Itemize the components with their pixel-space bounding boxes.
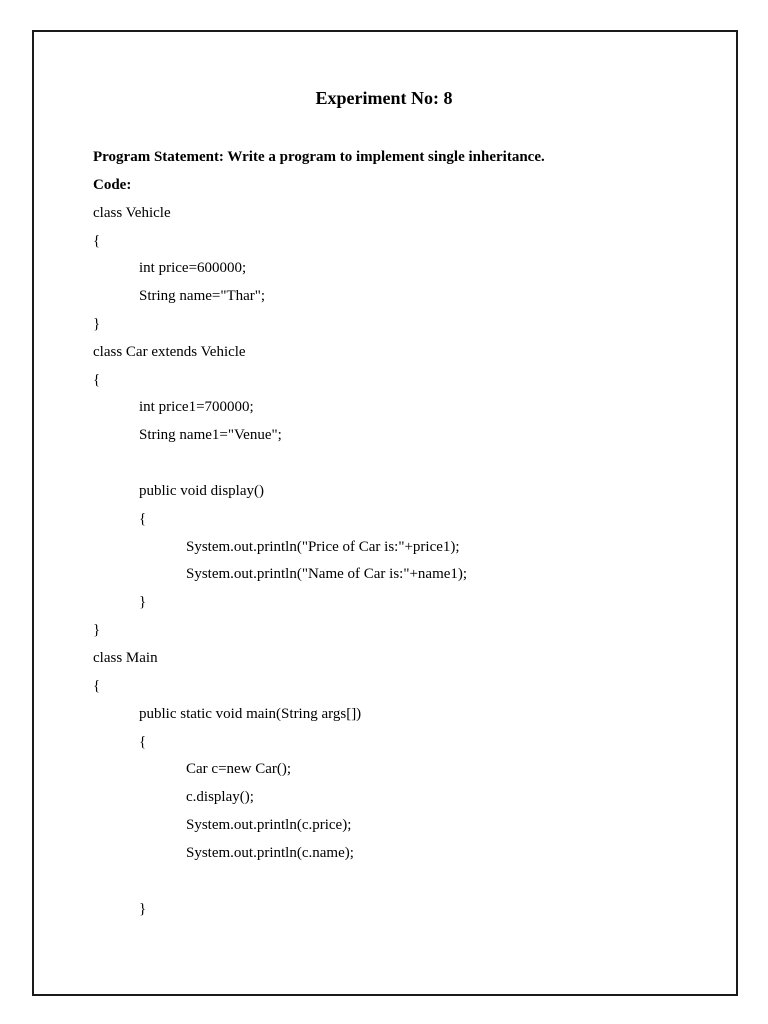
code-line: public static void main(String args[])	[139, 706, 362, 722]
program-statement: Program Statement: Write a program to implement single inheritance.	[93, 149, 545, 165]
code-line: System.out.println("Name of Car is:"+name1);	[186, 566, 468, 582]
code-line: String name1="Venue";	[139, 427, 282, 443]
code-line: int price1=700000;	[139, 399, 254, 415]
code-line: String name="Thar";	[139, 288, 266, 304]
code-line: class Car extends Vehicle	[93, 344, 246, 360]
code-line: public void display()	[139, 483, 264, 499]
code-line: System.out.println(c.name);	[186, 845, 354, 861]
code-line: class Main	[93, 650, 158, 666]
code-line: class Vehicle	[93, 205, 171, 221]
code-line: c.display();	[186, 789, 254, 805]
code-heading: Code:	[93, 177, 132, 193]
code-line: {	[93, 678, 101, 694]
code-line: System.out.println("Price of Car is:"+price1);	[186, 539, 460, 555]
code-line: System.out.println(c.price);	[186, 817, 352, 833]
code-line: int price=600000;	[139, 260, 247, 276]
page-border	[32, 30, 738, 996]
code-line: }	[139, 594, 147, 610]
code-line: {	[139, 734, 147, 750]
code-line: {	[93, 372, 101, 388]
code-line: }	[139, 901, 147, 917]
code-line: {	[93, 233, 101, 249]
page-title: Experiment No: 8	[315, 88, 453, 108]
code-line: }	[93, 316, 101, 332]
code-line: Car c=new Car();	[186, 761, 292, 777]
code-line: {	[139, 511, 147, 527]
code-line: }	[93, 622, 101, 638]
